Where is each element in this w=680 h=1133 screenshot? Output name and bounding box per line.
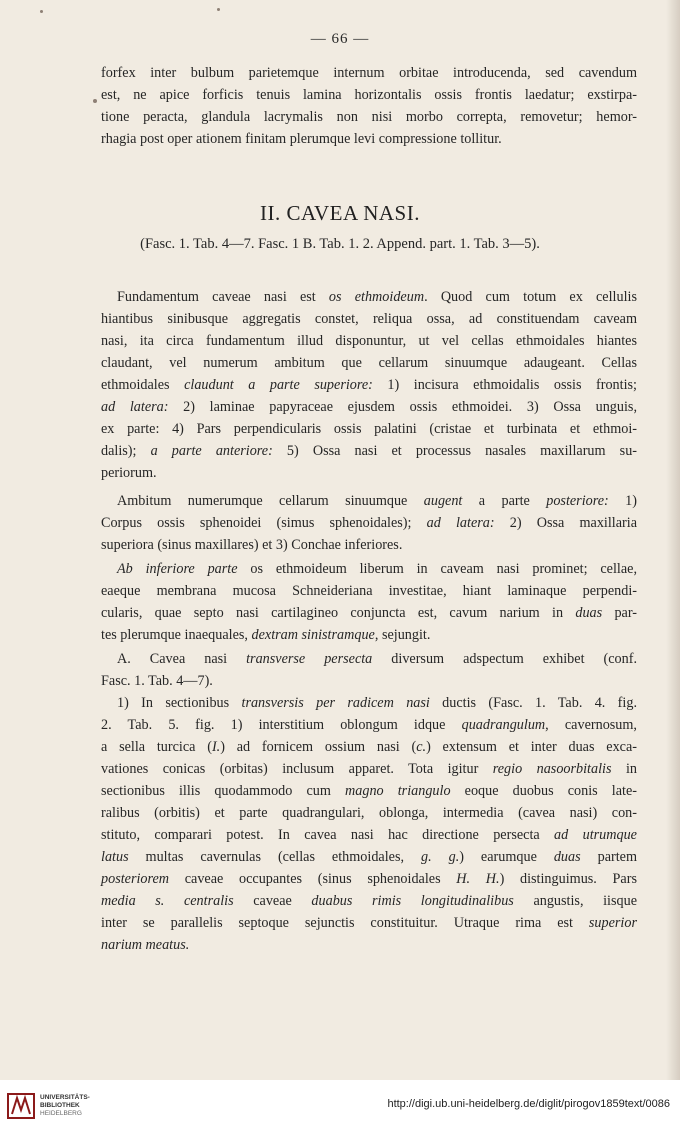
- text-run: ethmoidales: [101, 377, 185, 393]
- ink-spot: [93, 99, 97, 103]
- italic-run: posteriore:: [546, 493, 609, 509]
- text-run: Ambitum numerumque cellarum sinuumque: [117, 493, 424, 509]
- text-run: cularis, quae septo nasi cartilagineo conjuncta est, cavum narium in: [101, 605, 576, 621]
- italic-run: transverse persecta: [246, 651, 373, 667]
- text-run: a parte: [462, 493, 547, 509]
- italic-run: dextram sinistramque: [251, 627, 375, 643]
- text-line: [101, 602, 637, 624]
- italic-run: regio nasoorbitalis: [492, 761, 612, 777]
- italic-run: duas: [553, 849, 581, 865]
- italic-run: ad utrumque: [554, 827, 637, 843]
- italic-run: c.: [416, 739, 427, 755]
- text-line: [101, 534, 637, 556]
- library-name-line2: BIBLIOTHEK: [40, 1102, 80, 1109]
- text-run: eoque duobus conis late-: [450, 783, 638, 799]
- text-run: superiora (sinus maxillares) et 3) Conchae inferiores.: [101, 537, 403, 553]
- text-run: ductis (Fasc. 1. Tab. 4. fig.: [429, 695, 637, 711]
- text-run: diversum adspectum exhibet (conf.: [372, 651, 637, 667]
- italic-run: posteriorem: [101, 871, 170, 887]
- text-run: a sella turcica (: [101, 739, 212, 755]
- text-run: ralibus (orbitis) et parte quadrangulari, oblonga, intermedia (cavea nasi) con-: [101, 805, 637, 821]
- italic-run: ad latera:: [426, 515, 495, 531]
- italic-run: I.: [211, 739, 221, 755]
- text-line: [101, 824, 637, 846]
- text-run: claudant, vel numerum ambitum que cellarum sinuumque adaugeant. Cellas: [101, 355, 637, 371]
- text-run: angustis, iisque: [513, 893, 637, 909]
- section-reference: (Fasc. 1. Tab. 4—7. Fasc. 1 B. Tab. 1. 2. Append. part. 1. Tab. 3—5).: [140, 236, 540, 252]
- italic-run: narium meatus.: [101, 937, 190, 953]
- italic-run: superior: [588, 915, 637, 931]
- text-line: [101, 624, 637, 646]
- text-run: 1): [608, 493, 637, 509]
- text-run: vationes conicas (orbitas) inclusum apparet. Tota igitur: [101, 761, 493, 777]
- italic-run: ad latera:: [101, 399, 169, 415]
- text-line: [101, 512, 637, 534]
- text-line: [101, 758, 637, 780]
- footer-bar: [0, 1080, 680, 1133]
- text-run: periorum.: [101, 465, 157, 481]
- text-run: 1) incisura ethmoidalis ossis frontis;: [372, 377, 637, 393]
- italic-run: media s. centralis: [101, 893, 234, 909]
- text-run: multas cavernulas (cellas ethmoidales,: [128, 849, 421, 865]
- text-line: [101, 374, 637, 396]
- text-run: . Quod cum totum ex cellulis: [424, 289, 637, 305]
- text-line: rhagia post oper ationem finitam plerumque levi compressione tollitur.: [101, 131, 502, 147]
- text-run: hiantibus sinibusque aggregatis constet, reliqua ossa, ad constituendam caveam: [101, 311, 637, 327]
- italic-run: a parte anteriore:: [150, 443, 273, 459]
- italic-run: claudunt a parte superiore:: [184, 377, 373, 393]
- intro-paragraph: [101, 62, 637, 150]
- ink-spot: [217, 8, 220, 11]
- text-line: tione peracta, glandula lacrymalis non nisi morbo correpta, removetur; hemor-: [101, 109, 637, 125]
- text-run: 2) laminae papyraceae ejusdem ossis ethmoidei. 3) Ossa unguis,: [168, 399, 637, 415]
- text-line: [101, 286, 637, 308]
- italic-run: duabus rimis longitudinalibus: [311, 893, 514, 909]
- text-line: [101, 418, 637, 440]
- text-line: [101, 736, 637, 758]
- text-line: [101, 440, 637, 462]
- text-line: forfex inter bulbum parietemque internum orbitae introducenda, sed cavendum: [101, 65, 637, 81]
- text-run: eaeque membrana mucosa Schneideriana investitae, hiant laminaque perpendi-: [101, 583, 637, 599]
- library-name: [40, 1094, 90, 1118]
- italic-run: quadrangulum: [461, 717, 546, 733]
- italic-run: duas: [575, 605, 603, 621]
- text-line: [101, 352, 637, 374]
- section-title: II. CAVEA NASI.: [260, 201, 420, 225]
- text-run: nasi, ita circa fundamentum illud disponuntur, ut vel cellas ethmoidales hiantes: [101, 333, 637, 349]
- text-line: [101, 802, 637, 824]
- text-run: stituto, comparari potest. In cavea nasi hac directione persecta: [101, 827, 555, 843]
- text-line: [101, 308, 637, 330]
- university-library-logo-icon: [7, 1090, 35, 1122]
- paragraph-cavea-transverse: [101, 648, 637, 692]
- text-line: [101, 846, 637, 868]
- text-line: [101, 912, 637, 934]
- text-run: ex parte: 4) Pars perpendicularis ossis palatini (cristae et turbinata et ethmoi-: [101, 421, 637, 437]
- text-run: tes plerumque inaequales,: [101, 627, 252, 643]
- text-line: [101, 714, 637, 736]
- italic-run: augent: [423, 493, 463, 509]
- text-line: [101, 462, 637, 484]
- text-run: ) earumque: [459, 849, 554, 865]
- text-run: 2) Ossa maxillaria: [494, 515, 637, 531]
- library-name-line1: UNIVERSITÄTS-: [40, 1094, 90, 1101]
- text-run: os ethmoideum liberum in caveam nasi prominet; cellae,: [237, 561, 637, 577]
- text-run: inter se parallelis septoque sejunctis constituitur. Utraque rima est: [101, 915, 589, 931]
- text-run: in: [611, 761, 637, 777]
- text-run: dalis);: [101, 443, 151, 459]
- italic-run: transversis per radicem nasi: [241, 695, 430, 711]
- text-run: sectionibus illis quodammodo cum: [101, 783, 346, 799]
- text-run: 2. Tab. 5. fig. 1) interstitium oblongum idque: [101, 717, 462, 733]
- text-line: est, ne apice forficis tenuis lamina horizontalis ossis frontis laedatur; exstirpa-: [101, 87, 637, 103]
- text-line: [101, 490, 637, 512]
- text-run: ) extensum et inter duas exca-: [426, 739, 637, 755]
- text-run: , sejungit.: [374, 627, 431, 643]
- text-run: A. Cavea nasi: [117, 651, 247, 667]
- text-run: Fundamentum caveae nasi est: [117, 289, 329, 305]
- text-line: [101, 330, 637, 352]
- text-line: [101, 396, 637, 418]
- text-line: [101, 558, 637, 580]
- paragraph-fundamentum: [101, 286, 637, 484]
- text-run: Fasc. 1. Tab. 4—7).: [101, 673, 213, 689]
- italic-run: latus: [101, 849, 129, 865]
- italic-run: H. H.: [456, 871, 500, 887]
- text-run: , cavernosum,: [545, 717, 637, 733]
- italic-run: Ab inferiore parte: [117, 561, 238, 577]
- text-run: ) distinguimus. Pars: [499, 871, 637, 887]
- text-run: 5) Ossa nasi et processus nasales maxillarum su-: [272, 443, 638, 459]
- text-line: [101, 868, 637, 890]
- paragraph-sectionibus: [101, 692, 637, 956]
- ink-spot: [40, 10, 43, 13]
- source-url[interactable]: http://digi.ub.uni-heidelberg.de/diglit/pirogov1859text/0086: [387, 1098, 670, 1110]
- text-line: [101, 934, 637, 956]
- text-run: Corpus ossis sphenoidei (simus sphenoidales);: [101, 515, 427, 531]
- italic-run: magno triangulo: [345, 783, 451, 799]
- text-run: caveae: [233, 893, 312, 909]
- text-line: [101, 670, 637, 692]
- library-name-line3: HEIDELBERG: [40, 1110, 82, 1117]
- text-line: [101, 692, 637, 714]
- text-line: [101, 580, 637, 602]
- paragraph-ab-inferiore: [101, 558, 637, 646]
- paragraph-ambitum: [101, 490, 637, 556]
- text-run: 1) In sectionibus: [117, 695, 242, 711]
- italic-run: os ethmoideum: [328, 289, 425, 305]
- text-run: partem: [580, 849, 637, 865]
- text-run: par-: [602, 605, 638, 621]
- page-number: — 66 —: [310, 31, 370, 47]
- italic-run: g. g.: [421, 849, 460, 865]
- text-line: [101, 648, 637, 670]
- text-line: [101, 780, 637, 802]
- text-run: caveae occupantes (sinus sphenoidales: [169, 871, 457, 887]
- text-line: [101, 890, 637, 912]
- text-run: ) ad fornicem ossium nasi (: [220, 739, 417, 755]
